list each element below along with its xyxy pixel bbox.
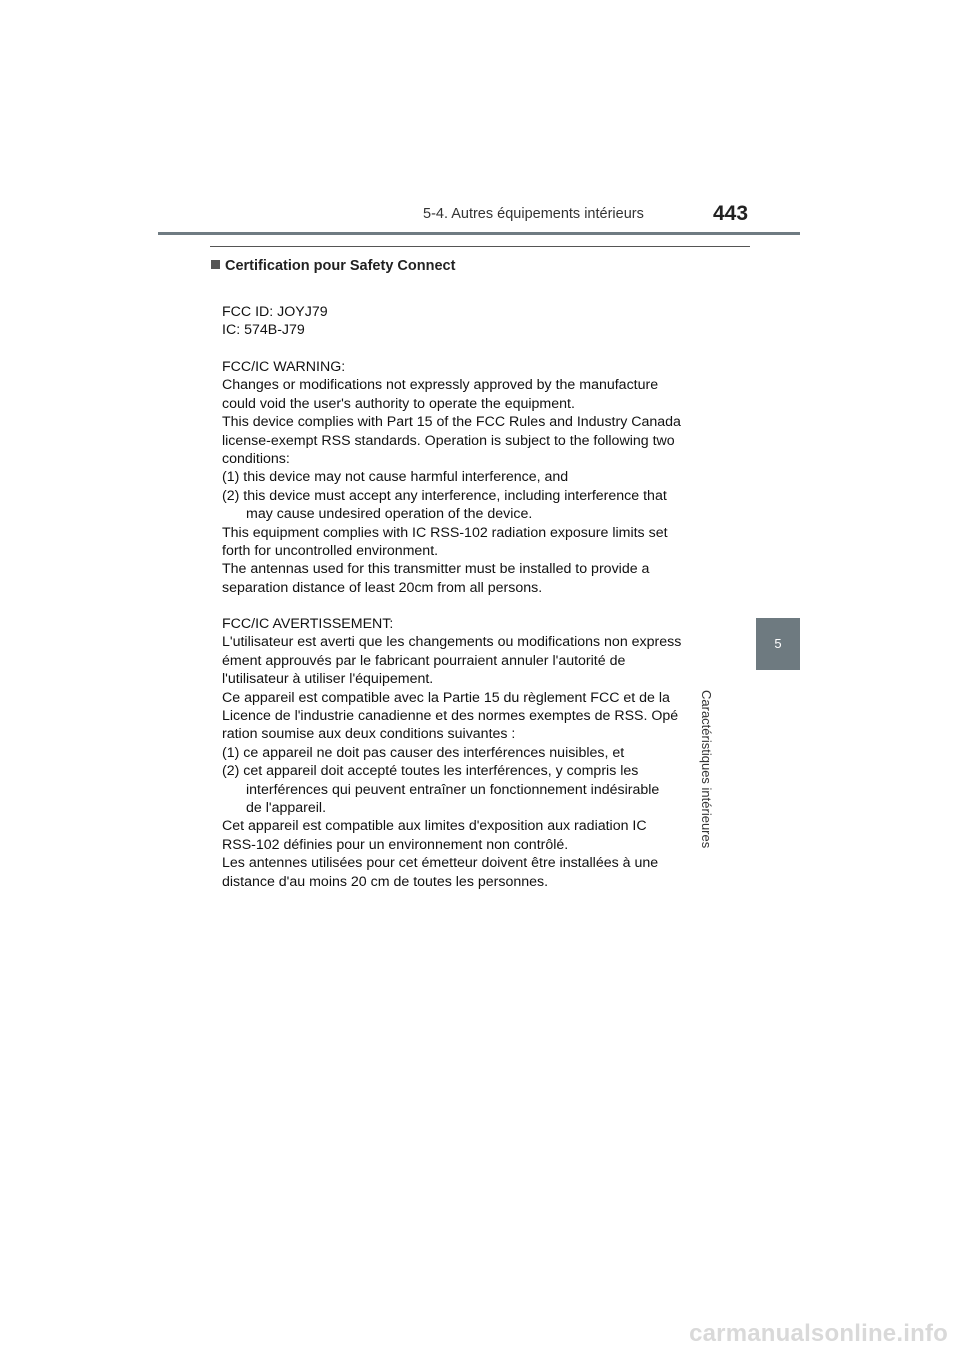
header-section-title: 5-4. Autres équipements intérieurs — [423, 206, 644, 222]
warning-en-line: (1) this device may not cause harmful interference, and — [222, 469, 569, 486]
ic-id: IC: 574B-J79 — [222, 322, 305, 339]
warning-fr-title: FCC/IC AVERTISSEMENT: — [222, 616, 394, 632]
warning-fr-line: Cet appareil est compatible aux limites d'exposition aux radiation IC — [222, 818, 647, 835]
certification-ids — [222, 303, 722, 340]
warning-en-line: separation distance of least 20cm from all persons. — [222, 579, 543, 596]
warning-french — [222, 615, 722, 891]
warning-en-line: conditions: — [222, 451, 290, 468]
warning-fr-line: RSS-102 définies pour un environnement non contrôlé. — [222, 836, 569, 853]
warning-fr-line: ément approuvés par le fabricant pourraient annuler l'autorité de — [222, 652, 626, 669]
warning-en-line: The antennas used for this transmitter must be installed to provide a — [222, 561, 650, 578]
chapter-tab-number: 5 — [756, 618, 800, 670]
warning-en-line: This equipment complies with IC RSS-102 radiation exposure limits set — [222, 524, 668, 541]
warning-fr-line: Les antennes utilisées pour cet émetteur doivent être installées à une — [222, 855, 659, 872]
warning-en-title: FCC/IC WARNING: — [222, 359, 346, 375]
warning-en-line: may cause undesired operation of the device. — [246, 506, 533, 523]
section-heading — [211, 258, 455, 274]
warning-fr-line: l'utilisateur à utiliser l'équipement. — [222, 671, 434, 688]
warning-fr-line: L'utilisateur est averti que les changements ou modifications non express — [222, 634, 682, 651]
warning-fr-line: de l'appareil. — [246, 800, 327, 817]
warning-fr-line: ration soumise aux deux conditions suivantes : — [222, 726, 516, 743]
warning-en-line: (2) this device must accept any interference, including interference that — [222, 487, 667, 504]
warning-en-line: forth for uncontrolled environment. — [222, 543, 439, 560]
warning-fr-line: interférences qui peuvent entraîner un fonctionnement indésirable — [246, 781, 660, 798]
header-rule — [158, 232, 800, 235]
chapter-tab-label-text: Caractéristiques intérieures — [698, 690, 714, 849]
page-number: 443 — [713, 202, 749, 225]
warning-en-line: could void the user's authority to operate the equipment. — [222, 395, 575, 412]
chapter-tab-label — [698, 690, 792, 860]
warning-fr-line: distance d'au moins 20 cm de toutes les personnes. — [222, 873, 549, 890]
warning-fr-line: (1) ce appareil ne doit pas causer des interférences nuisibles, et — [222, 744, 625, 761]
section-heading-text: Certification pour Safety Connect — [225, 258, 456, 274]
warning-en-line: Changes or modifications not expressly approved by the manufacture — [222, 377, 659, 394]
warning-fr-line: Licence de l'industrie canadienne et des normes exemptes de RSS. Opé — [222, 708, 679, 725]
warning-en-line: This device complies with Part 15 of the FCC Rules and Industry Canada — [222, 414, 681, 431]
warning-english — [222, 358, 722, 597]
section-divider — [210, 246, 750, 247]
fcc-id: FCC ID: JOYJ79 — [222, 304, 328, 320]
watermark: carmanualsonline.info — [689, 1320, 948, 1347]
warning-en-line: license-exempt RSS standards. Operation is subject to the following two — [222, 432, 675, 449]
warning-fr-line: Ce appareil est compatible avec la Partie 15 du règlement FCC et de la — [222, 689, 670, 706]
square-bullet-icon — [211, 260, 220, 269]
warning-fr-line: (2) cet appareil doit accepté toutes les interférences, y compris les — [222, 763, 639, 780]
